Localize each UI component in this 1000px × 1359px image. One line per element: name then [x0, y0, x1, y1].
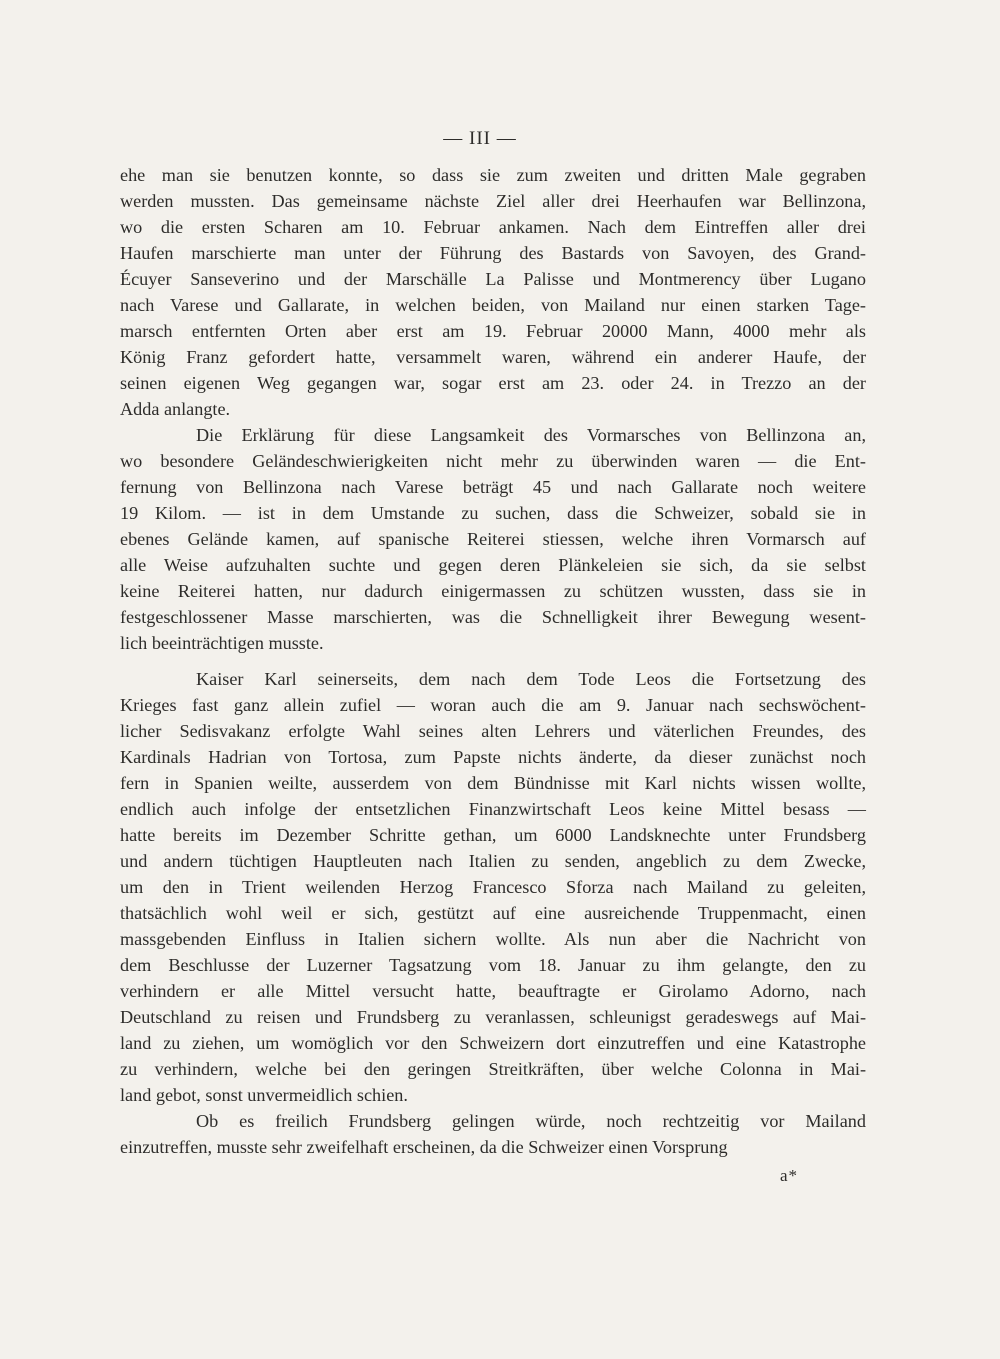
text-line: land zu ziehen, um womöglich vor den Schweizern dort einzutreffen und eine Katastrophe [120, 1033, 866, 1053]
text-line: hatte bereits im Dezember Schritte gethan, um 6000 Landsknechte unter Frundsberg [120, 825, 866, 845]
text-line: alle Weise aufzuhalten suchte und gegen deren Plänkeleien sie sich, da sie selbst [120, 555, 866, 575]
text-line: um den in Trient weilenden Herzog Francesco Sforza nach Mailand zu geleiten, [120, 877, 866, 897]
text-line: festgeschlossener Masse marschierten, was die Schnelligkeit ihrer Bewegung wesent- [120, 607, 866, 627]
text-line: fern in Spanien weilte, ausserdem von dem Bündnisse mit Karl nichts wissen wollte, [120, 773, 866, 793]
text-line: einzutreffen, musste sehr zweifelhaft erscheinen, da die Schweizer einen Vorsprung [120, 1137, 728, 1157]
text-line: Deutschland zu reisen und Frundsberg zu veranlassen, schleunigst geradeswegs auf Mai- [120, 1007, 866, 1027]
paragraph-4 [120, 1108, 866, 1160]
text-line: werden mussten. Das gemeinsame nächste Ziel aller drei Heerhaufen war Bellinzona, [120, 191, 866, 211]
text-line: massgebenden Einfluss in Italien sichern wollte. Als nun aber die Nachricht von [120, 929, 866, 949]
paragraph-1 [120, 162, 866, 422]
text-line: Die Erklärung für diese Langsamkeit des Vormarsches von Bellinzona an, [196, 425, 866, 445]
text-line: nach Varese und Gallarate, in welchen beiden, von Mailand nur einen starken Tage- [120, 295, 866, 315]
text-line: dem Beschlusse der Luzerner Tagsatzung vom 18. Januar zu ihm gelangte, den zu [120, 955, 866, 975]
paragraph-2 [120, 422, 866, 656]
text-line: wo besondere Geländeschwierigkeiten nicht mehr zu überwinden waren — die Ent- [120, 451, 866, 471]
text-line: König Franz gefordert hatte, versammelt waren, während ein anderer Haufe, der [120, 347, 866, 367]
text-line: Écuyer Sanseverino und der Marschälle La Palisse und Montmerency über Lugano [120, 269, 866, 289]
text-line: ebenes Gelände kamen, auf spanische Reiterei stiessen, welche ihren Vormarsch auf [120, 529, 866, 549]
text-line: Kardinals Hadrian von Tortosa, zum Papste nichts änderte, da dieser zunächst noch [120, 747, 866, 767]
text-line: land gebot, sonst unvermeidlich schien. [120, 1085, 408, 1105]
text-line: und andern tüchtigen Hauptleuten nach Italien zu senden, angeblich zu dem Zwecke, [120, 851, 866, 871]
signature-mark: a* [780, 1166, 799, 1185]
text-line: 19 Kilom. — ist in dem Umstande zu suchen, dass die Schweizer, sobald sie in [120, 503, 866, 523]
text-line: Kaiser Karl seinerseits, dem nach dem Tode Leos die Fortsetzung des [196, 669, 866, 689]
text-line: ehe man sie benutzen konnte, so dass sie zum zweiten und dritten Male gegraben [120, 165, 866, 185]
text-line: seinen eigenen Weg gegangen war, sogar erst am 23. oder 24. in Trezzo an der [120, 373, 866, 393]
text-line: Krieges fast ganz allein zufiel — woran auch die am 9. Januar nach sechswöchent- [120, 695, 866, 715]
text-line: licher Sedisvakanz erfolgte Wahl seines alten Lehrers und väterlichen Freundes, des [120, 721, 866, 741]
text-line: marsch entfernten Orten aber erst am 19. Februar 20000 Mann, 4000 mehr als [120, 321, 866, 341]
text-line: fernung von Bellinzona nach Varese beträgt 45 und nach Gallarate noch weitere [120, 477, 866, 497]
body-text [120, 162, 866, 1160]
text-line: Ob es freilich Frundsberg gelingen würde, noch rechtzeitig vor Mailand [196, 1111, 866, 1131]
paragraph-3 [120, 666, 866, 1108]
text-line: thatsächlich wohl weil er sich, gestützt auf eine ausreichende Truppenmacht, einen [120, 903, 866, 923]
text-line: Haufen marschierte man unter der Führung des Bastards von Savoyen, des Grand- [120, 243, 866, 263]
text-line: endlich auch infolge der entsetzlichen Finanzwirtschaft Leos keine Mittel besass — [120, 799, 866, 819]
text-line: zu verhindern, welche bei den geringen Streitkräften, über welche Colonna in Mai- [120, 1059, 866, 1079]
text-line: keine Reiterei hatten, nur dadurch einigermassen zu schützen wussten, dass sie in [120, 581, 866, 601]
text-line: verhindern er alle Mittel versucht hatte, beauftragte er Girolamo Adorno, nach [120, 981, 866, 1001]
text-line: wo die ersten Scharen am 10. Februar ankamen. Nach dem Eintreffen aller drei [120, 217, 866, 237]
text-line: lich beeinträchtigen musste. [120, 633, 324, 653]
page-number-header: — III — [443, 128, 517, 149]
text-line: Adda anlangte. [120, 399, 231, 419]
